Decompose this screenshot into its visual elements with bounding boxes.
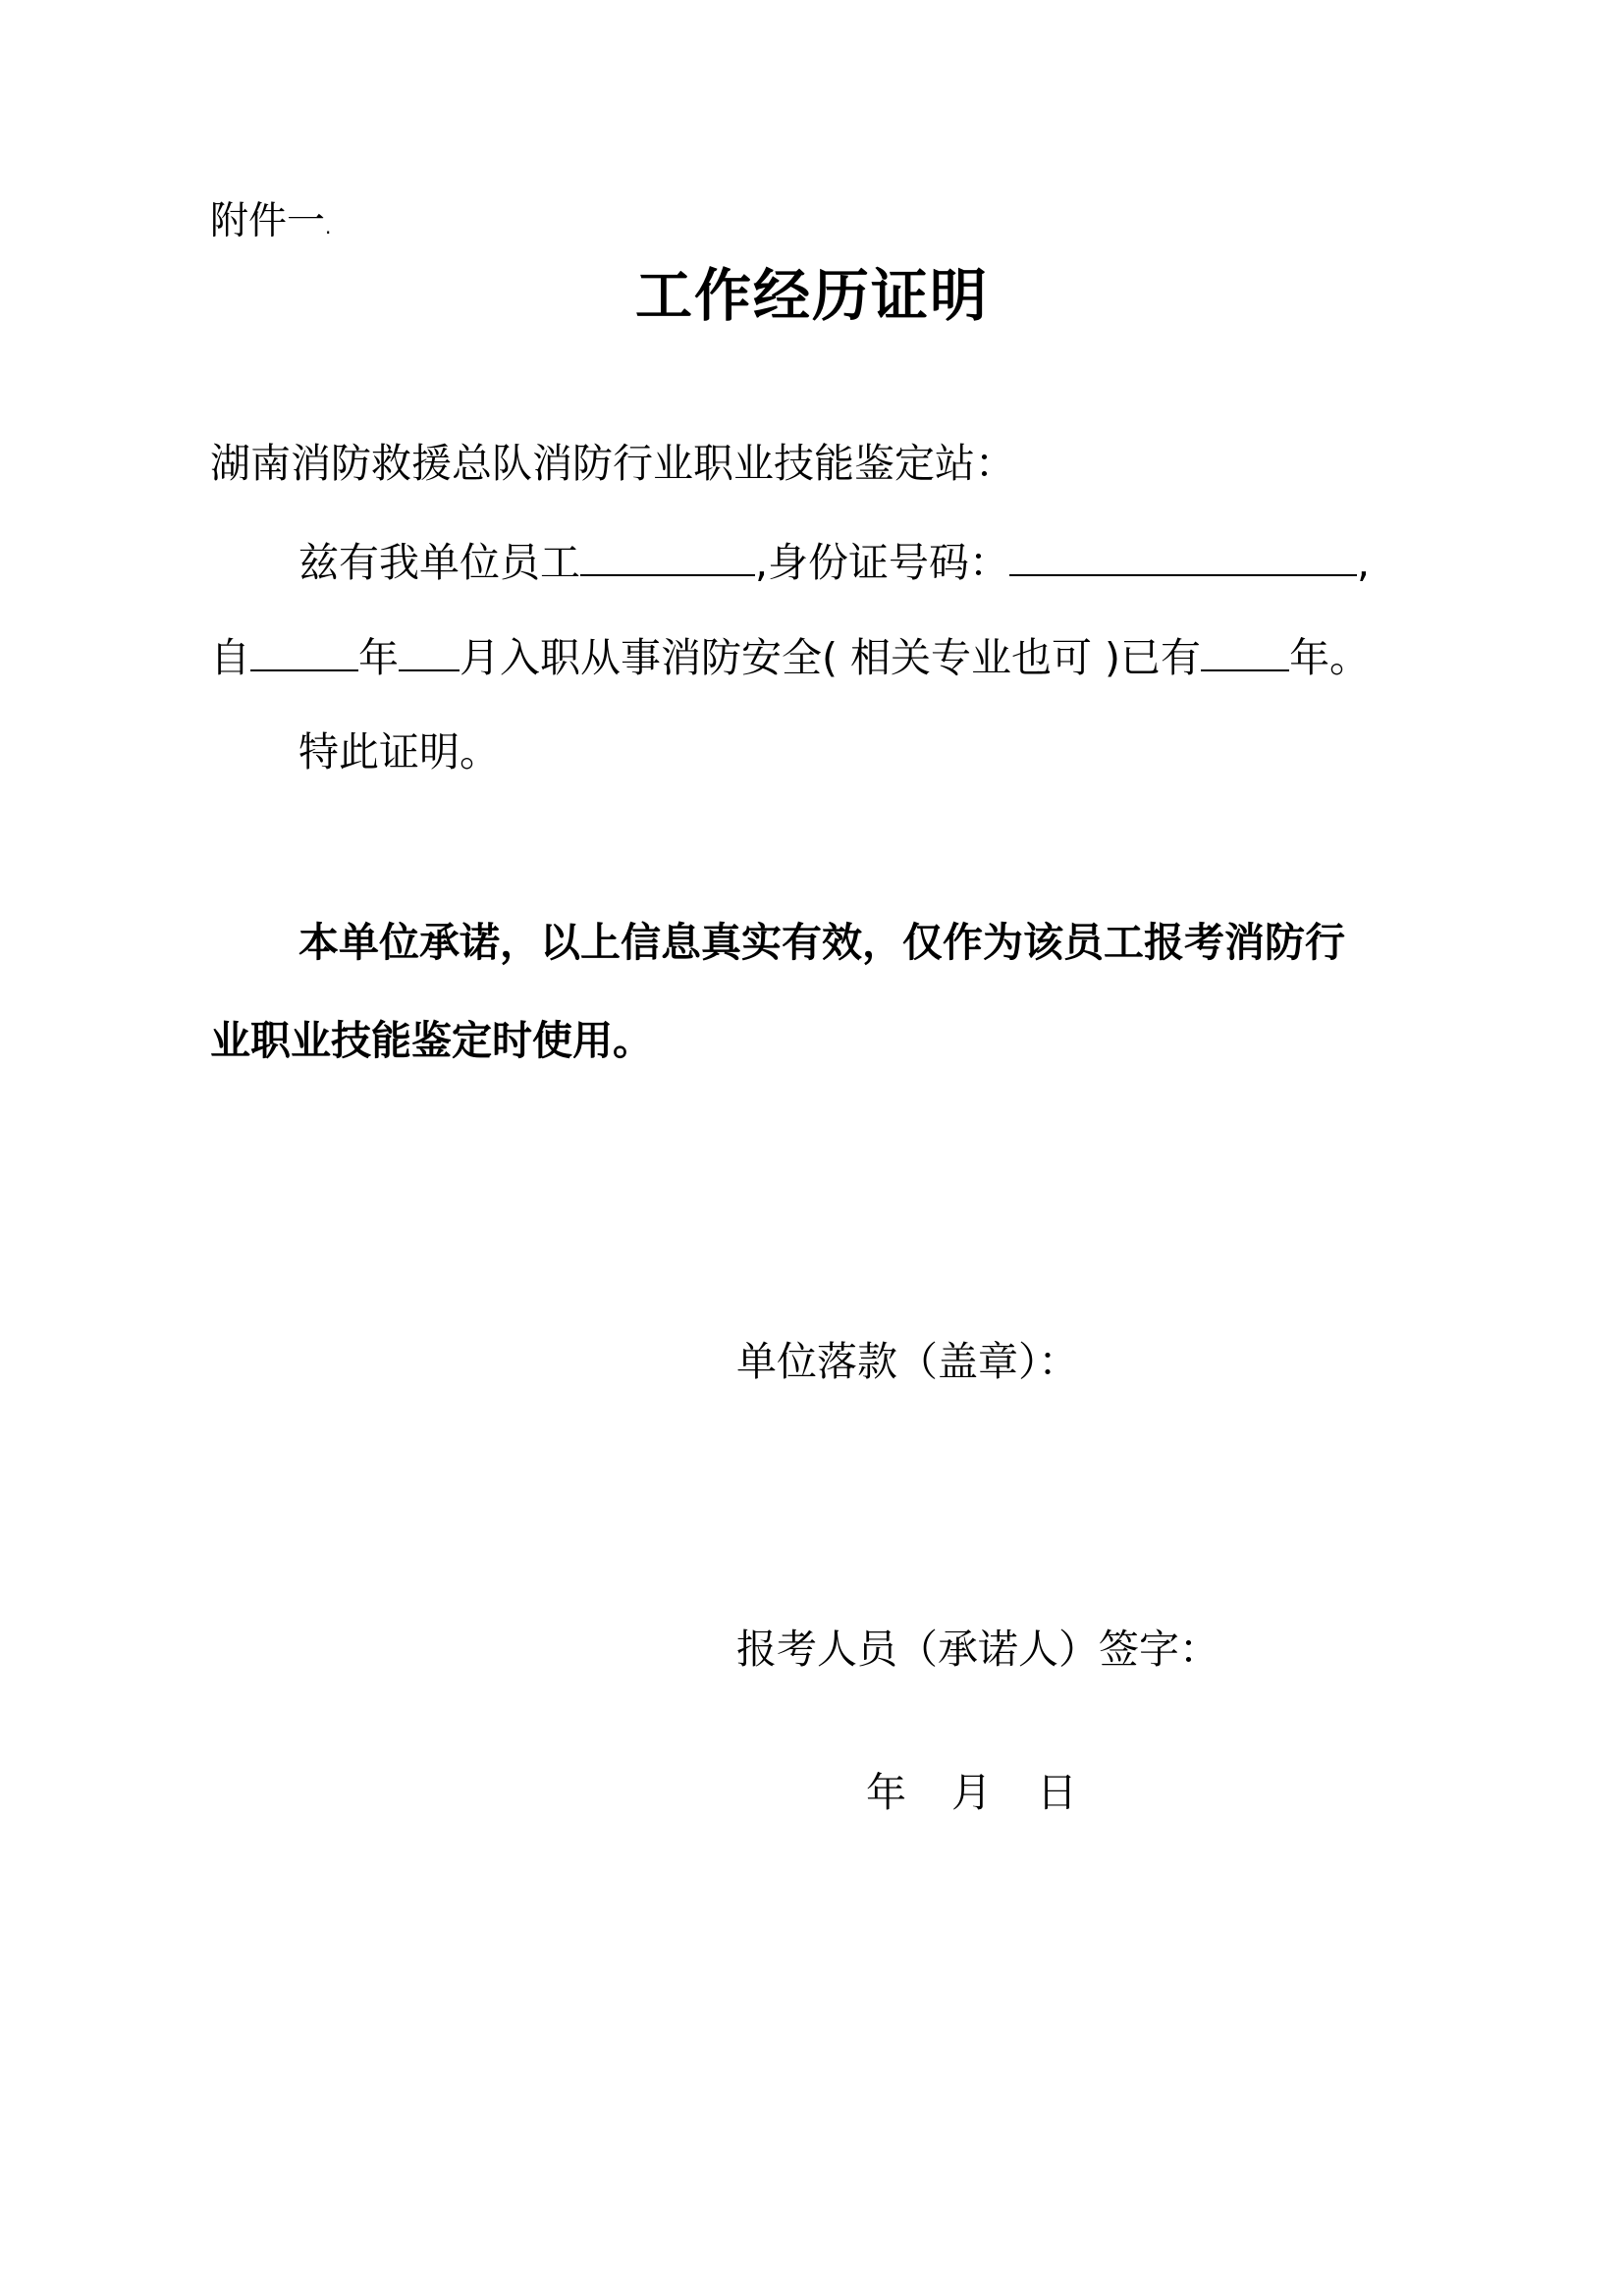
employee-line <box>298 539 1371 586</box>
certification-statement: 特此证明。 <box>298 728 500 775</box>
start-year-blank[interactable] <box>250 636 358 671</box>
promise-line-2: 业职业技能鉴定时使用。 <box>210 1017 653 1064</box>
attachment-dot: . <box>325 215 332 239</box>
years-label: 年。 <box>1289 634 1371 681</box>
start-month-blank[interactable] <box>399 636 460 671</box>
year-label: 年 <box>358 634 399 681</box>
promise-line-1: 本单位承诺，以上信息真实有效，仅作为该员工报考消防行 <box>298 919 1345 966</box>
id-number-label: ,身份证号码： <box>755 539 1010 586</box>
attachment-label <box>210 199 332 243</box>
comma: , <box>1357 539 1371 586</box>
employee-intro: 兹有我单位员工 <box>298 539 580 586</box>
employment-description: 月入职从事消防安全( 相关专业也可 )已有 <box>460 634 1202 681</box>
employment-line <box>210 634 1371 681</box>
from-label: 自 <box>210 634 250 681</box>
document-title: 工作经历证明 <box>634 262 989 329</box>
date-line <box>866 1769 1077 1816</box>
id-number-blank[interactable] <box>1009 541 1357 576</box>
date-day: 日 <box>1037 1769 1077 1816</box>
applicant-signature-label: 报考人员（承诺人）签字： <box>736 1626 1219 1673</box>
unit-seal-label: 单位落款（盖章）： <box>736 1338 1079 1385</box>
date-month: 月 <box>951 1769 992 1816</box>
date-year: 年 <box>866 1769 906 1816</box>
addressee: 湖南消防救援总队消防行业职业技能鉴定站： <box>210 440 1015 487</box>
employee-name-blank[interactable] <box>580 541 755 576</box>
attachment-text: 附件一 <box>210 199 326 243</box>
years-blank[interactable] <box>1201 636 1289 671</box>
